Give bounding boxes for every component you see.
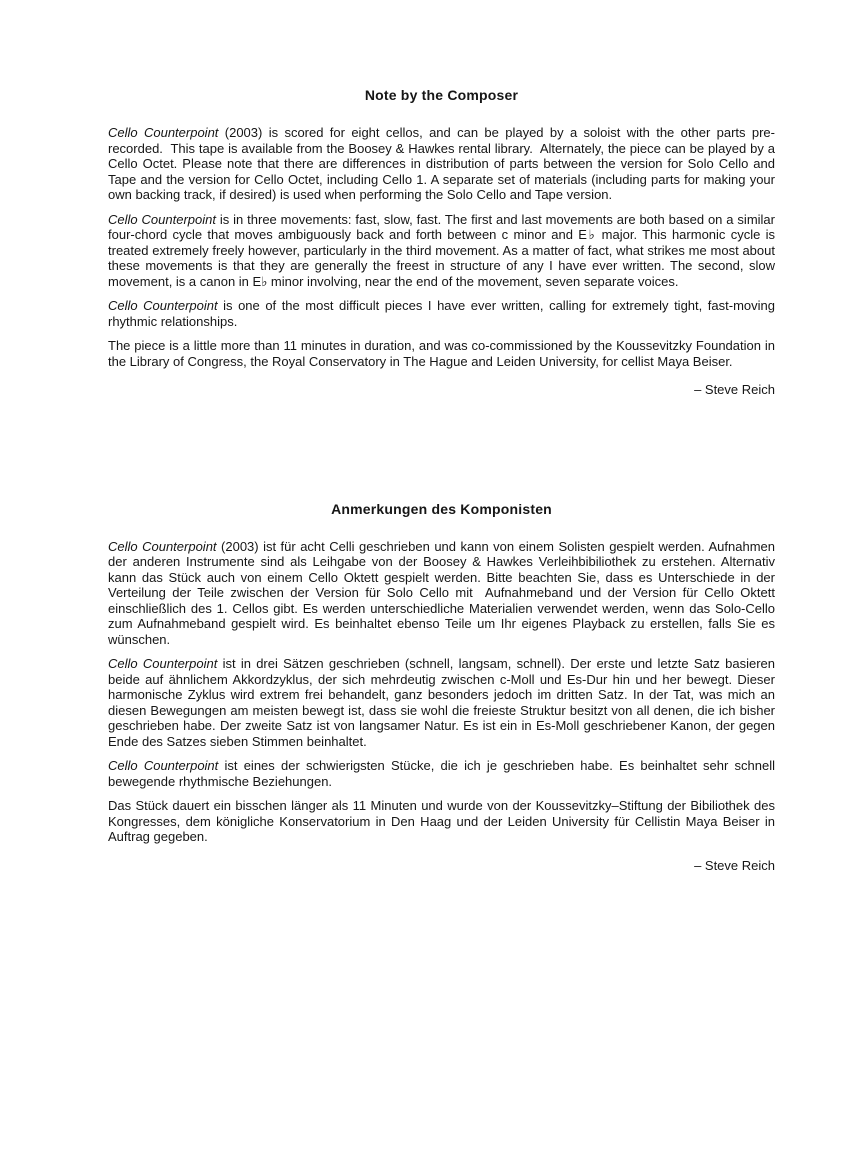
english-paragraph-3 bbox=[108, 298, 779, 329]
work-title-italic: Cello Counterpoint bbox=[108, 211, 216, 227]
work-title-italic: Cello Counterpoint bbox=[108, 656, 218, 671]
work-title-italic: Cello Counterpoint bbox=[108, 298, 218, 313]
work-title-italic: Cello Counterpoint bbox=[108, 125, 219, 140]
english-paragraph-2 bbox=[108, 211, 779, 290]
german-section bbox=[108, 500, 779, 874]
paragraph-text: Das Stück dauert ein bisschen länger als 11 Minuten und wurde von der Koussevitzky–Stiftung der Bibiliothek des Kongresses, dem königliche Konservatorium in Den Haag und der Leiden University für Cellistin Maya Beiser in Auftrag gegeben. bbox=[108, 798, 779, 844]
work-title-italic: Cello Counterpoint bbox=[108, 538, 217, 554]
paragraph-text: is one of the most difficult pieces I have ever written, calling for extremely tight, fast-moving rhythmic relationships. bbox=[108, 298, 779, 329]
german-paragraph-2 bbox=[108, 656, 779, 749]
english-paragraph-1 bbox=[108, 125, 779, 203]
german-paragraph-3 bbox=[108, 758, 779, 789]
english-composer-signature: – Steve Reich bbox=[694, 382, 775, 397]
paragraph-text: The piece is a little more than 11 minutes in duration, and was co-commissioned by the Koussevitzky Foundation in the Library of Congress, the Royal Conservatory in The Hague and Leiden University, for cellist Maya Beiser. bbox=[108, 338, 779, 369]
english-paragraph-4 bbox=[108, 338, 779, 369]
english-note-title: Note by the Composer bbox=[364, 87, 519, 103]
paragraph-text: ist in drei Sätzen geschrieben (schnell, langsam, schnell). Der erste und letzte Satz basieren beide auf ähnlichem Akkordzyklus, der sich mehrdeutig zwischen c-Moll und Es-Dur hin und her bewegt. Dieser harmonische Zyklus wird extrem frei behandelt, ganz besonders jedoch im dritten Satz. In der Tat, was mich an diesen Bewegungen am meisten bewegt ist, dass sie wohl die freieste Struktur besitzt von all denen, die ich bisher geschrieben habe. Der zweite Satz ist von langsamer Natur. Es ist ein in Es-Moll geschriebener Kanon, der gegen Ende des Satzes sieben Stimmen beinhaltet. bbox=[108, 656, 779, 749]
german-paragraph-1 bbox=[108, 538, 779, 648]
paragraph-text: (2003) is scored for eight cellos, and can be played by a soloist with the other parts pre-recorded. This tape is available from the Boosey & Hawkes rental library. Alternately, the piece can be played by a Cello Octet. Please note that there are differences in distribution of parts between the version for Solo Cello and Tape and the version for Cello Octet, including Cello 1. A separate set of materials (including parts for making your own backing track, if desired) is used when performing the Solo Cello and Tape version. bbox=[108, 125, 779, 202]
paragraph-text: is in three movements: fast, slow, fast. The first and last movements are both based on a similar four-chord cycle that moves ambiguously back and forth between c minor and E♭ major. This harmonic cycle is treated extremely freely however, particularly in the third movement. As a matter of fact, what strikes me most about these movements is that they are generally the freest in structure of any I have ever written. The second, slow movement, is a canon in E♭ minor involving, near the end of the movement, seven separate voices. bbox=[108, 211, 779, 289]
german-composer-signature: – Steve Reich bbox=[694, 857, 775, 873]
paragraph-text: ist eines der schwierigsten Stücke, die ich je geschrieben habe. Es beinhaltet sehr schnell bewegende rhythmische Beziehungen. bbox=[108, 758, 779, 789]
work-title-italic: Cello Counterpoint bbox=[108, 758, 219, 773]
paragraph-text: (2003) ist für acht Celli geschrieben und kann von einem Solisten gespielt werden. Aufnahmen der anderen Instrumente sind als Leihgabe von der Boosey & Hawkes Verleihbibiliothek zu erstehen. Alternativ kann das Stück auch von einem Cello Oktett gespielt werden. Bitte beachten Sie, dass es Unterschiede in der Verteilung der Teile zwischen der Version für Solo Cello mit Aufnahmeband und der Version für Cello Oktett einschließlich des 1. Cellos gibt. Es werden unterschiedliche Materialien verwendet werden, wenn das Solo-Cello zum Aufnahmeband gespielt wird. Es beinhaltet ebenso Teile um Ihr eigenes Playback zu erstellen, falls Sie es wünschen. bbox=[108, 538, 779, 647]
german-note-title: Anmerkungen des Komponisten bbox=[331, 500, 552, 517]
german-paragraph-4 bbox=[108, 798, 779, 845]
english-section bbox=[108, 87, 779, 398]
